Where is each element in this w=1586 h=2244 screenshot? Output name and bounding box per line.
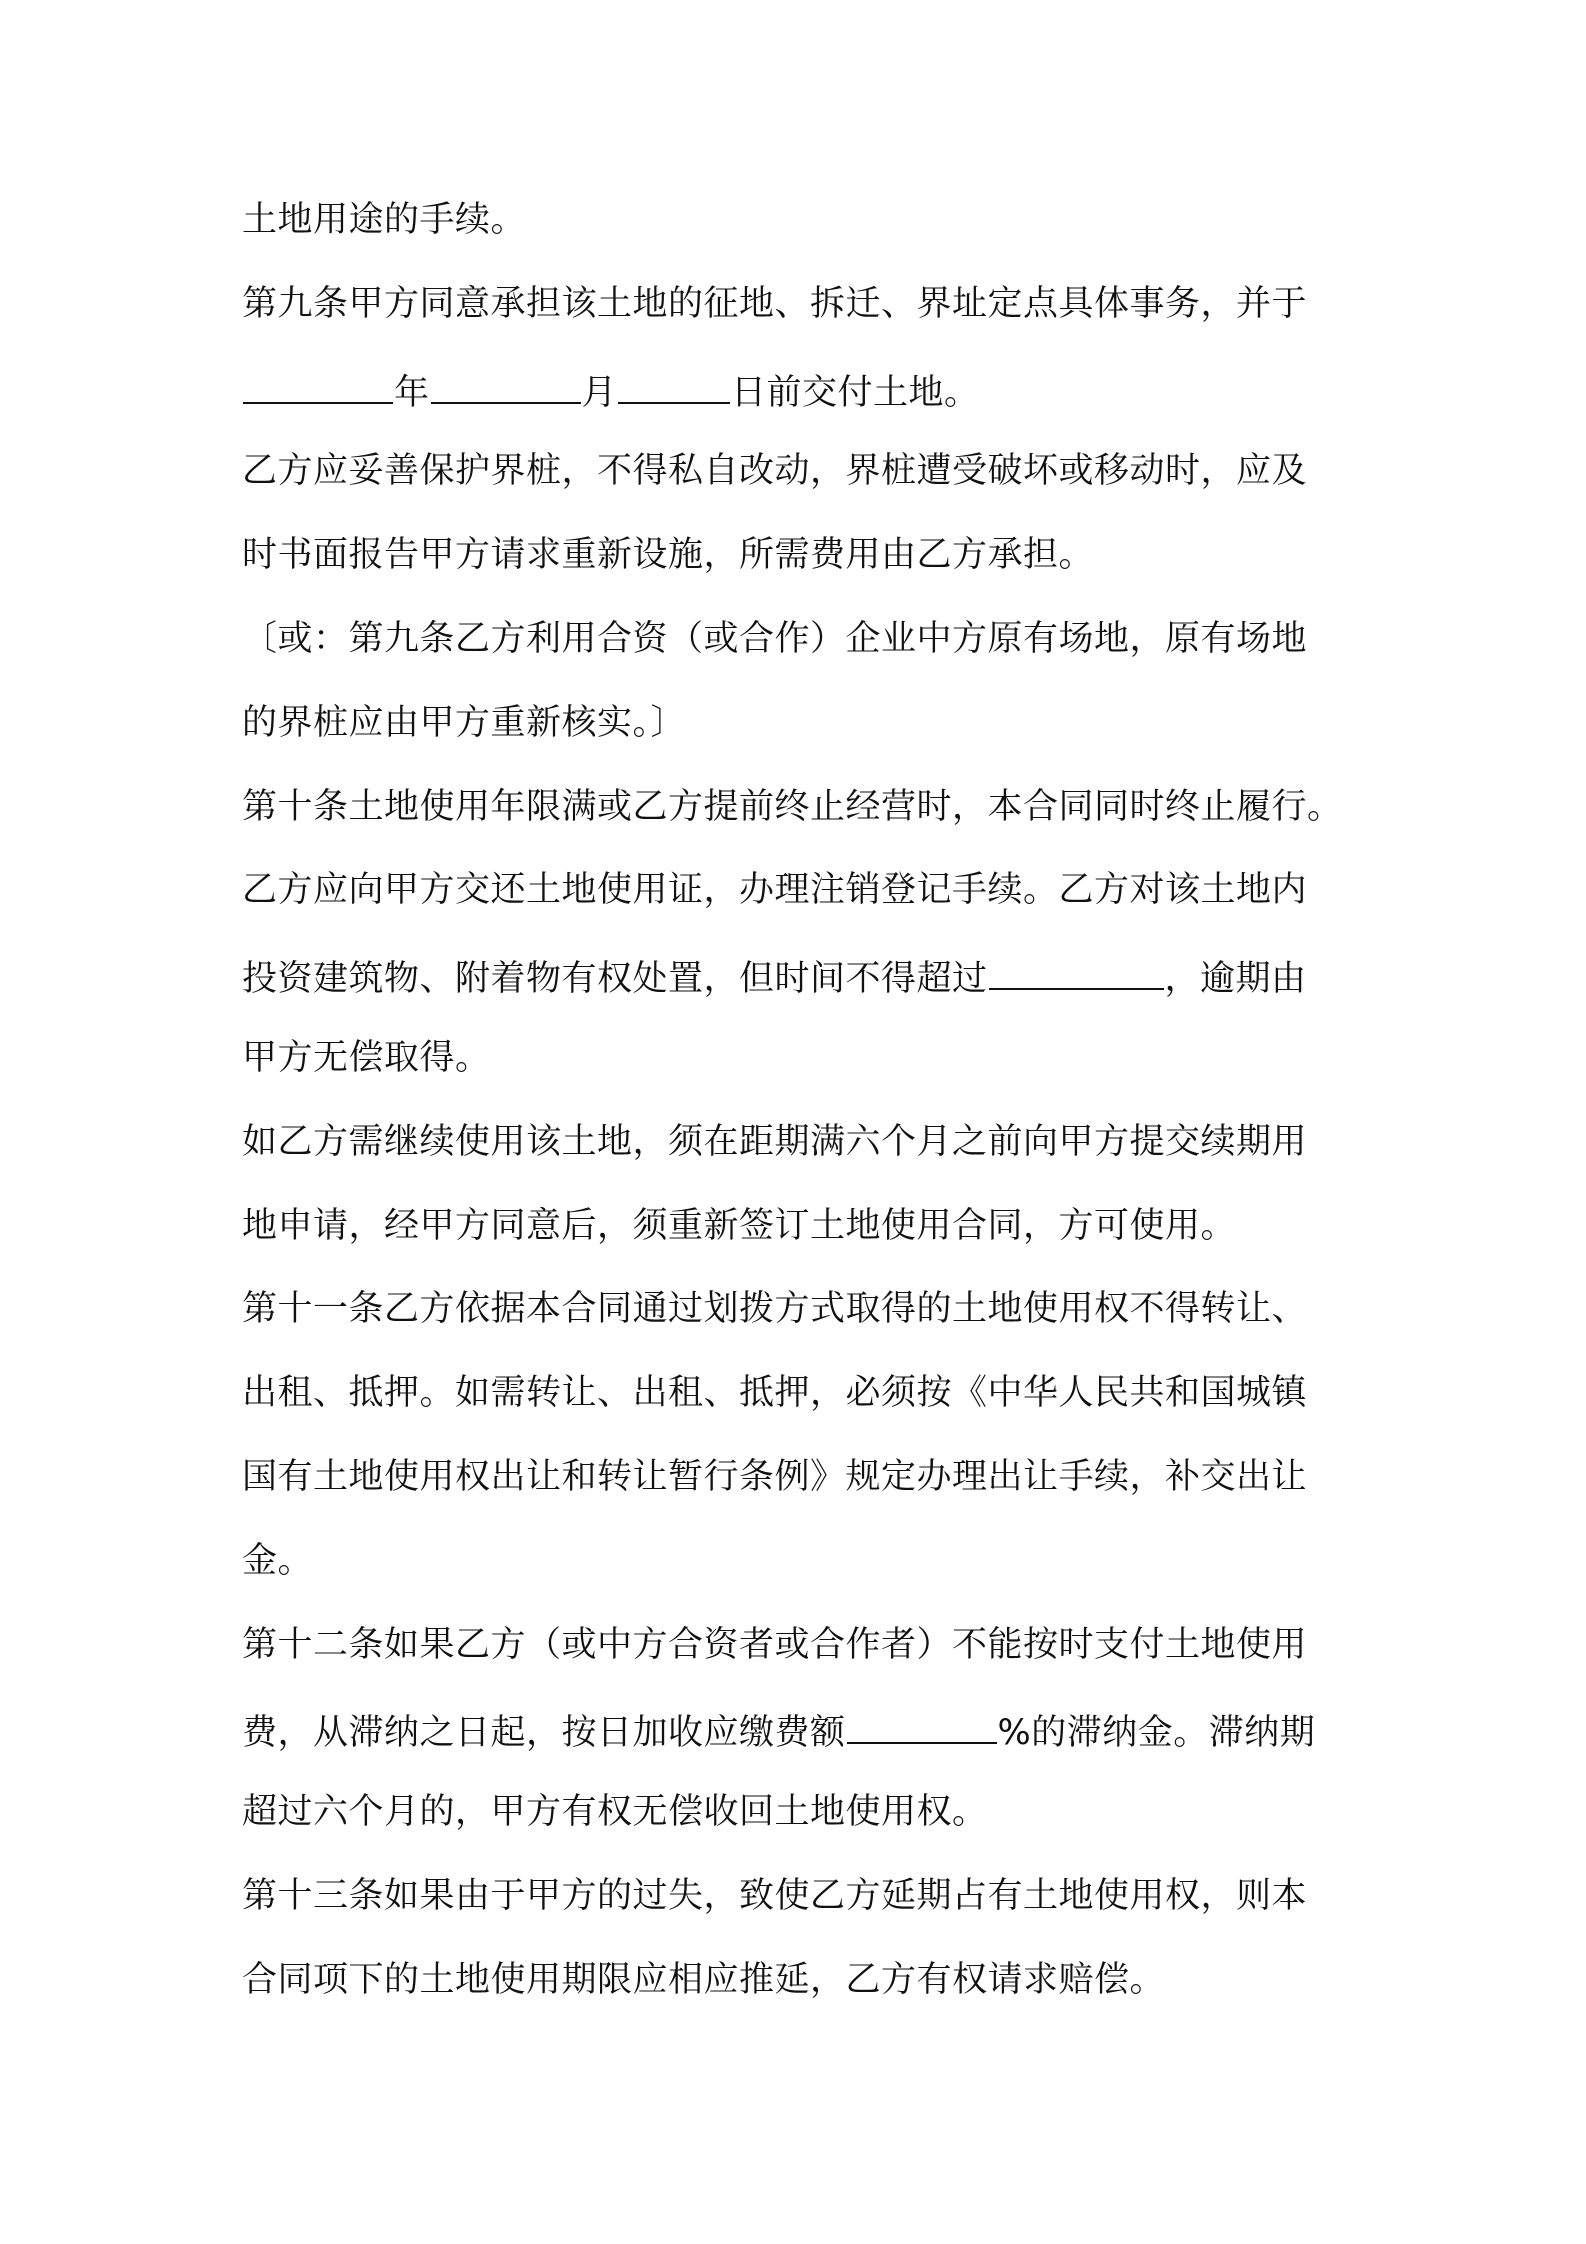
text-line: 国有土地使用权出让和转让暂行条例》规定办理出让手续，补交出让 [242,1456,1308,1497]
percent-blank [847,1708,997,1744]
year-blank [243,368,393,404]
text-line: 第十二条如果乙方（或中方合资者或合作者）不能按时支付土地使用 [242,1624,1308,1665]
fee-text: 费，从滞纳之日起，按日加收应缴费额 [242,1713,846,1754]
text-line: 金。 [242,1540,314,1581]
text-line: 时书面报告甲方请求重新设施，所需费用由乙方承担。 [242,535,1095,576]
text-line: 乙方应向甲方交还土地使用证，办理注销登记手续。乙方对该土地内 [242,870,1308,911]
text-line: 出租、抵押。如需转让、出租、抵押，必须按《中华人民共和国城镇 [242,1373,1308,1414]
text-line: 甲方无偿取得。 [242,1037,491,1078]
month-blank [431,368,581,404]
delivery-text: 日前交付土地。 [731,372,980,413]
text-line-date-blanks [242,368,1362,452]
text-line-time-blank [242,954,1362,1038]
text-line: 第九条甲方同意承担该土地的征地、拆迁、界址定点具体事务，并于 [242,283,1308,324]
day-blank [618,368,730,404]
late-fee-text: %的滞纳金。滞纳期 [997,1713,1316,1754]
text-line-percent-blank [242,1708,1362,1792]
document-page [242,200,1362,2044]
text-line: 如乙方需继续使用该土地，须在距期满六个月之前向甲方提交续期用 [242,1121,1308,1162]
disposal-text: 投资建筑物、附着物有权处置，但时间不得超过 [242,959,988,1000]
text-line: 土地用途的手续。 [242,200,527,240]
overdue-text: ，逾期由 [1164,959,1307,1000]
text-line: 〔或：第九条乙方利用合资（或合作）企业中方原有场地，原有场地 [242,618,1308,659]
text-line: 乙方应妥善保护界桩，不得私自改动，界桩遭受破坏或移动时，应及 [242,451,1308,492]
text-line: 第十条土地使用年限满或乙方提前终止经营时，本合同同时终止履行。 [242,786,1343,827]
text-line: 第十三条如果由于甲方的过失，致使乙方延期占有土地使用权，则本 [242,1875,1308,1916]
month-label: 月 [581,372,618,413]
year-label: 年 [394,372,430,413]
text-line: 超过六个月的，甲方有权无偿收回土地使用权。 [242,1792,988,1833]
text-line: 合同项下的土地使用期限应相应推延，乙方有权请求赔偿。 [242,1959,1166,2000]
text-line: 第十一条乙方依据本合同通过划拨方式取得的土地使用权不得转让、 [242,1289,1308,1330]
text-line: 地申请，经甲方同意后，须重新签订土地使用合同，方可使用。 [242,1205,1237,1246]
text-line: 的界桩应由甲方重新核实。〕 [242,702,687,743]
time-limit-blank [989,954,1164,990]
